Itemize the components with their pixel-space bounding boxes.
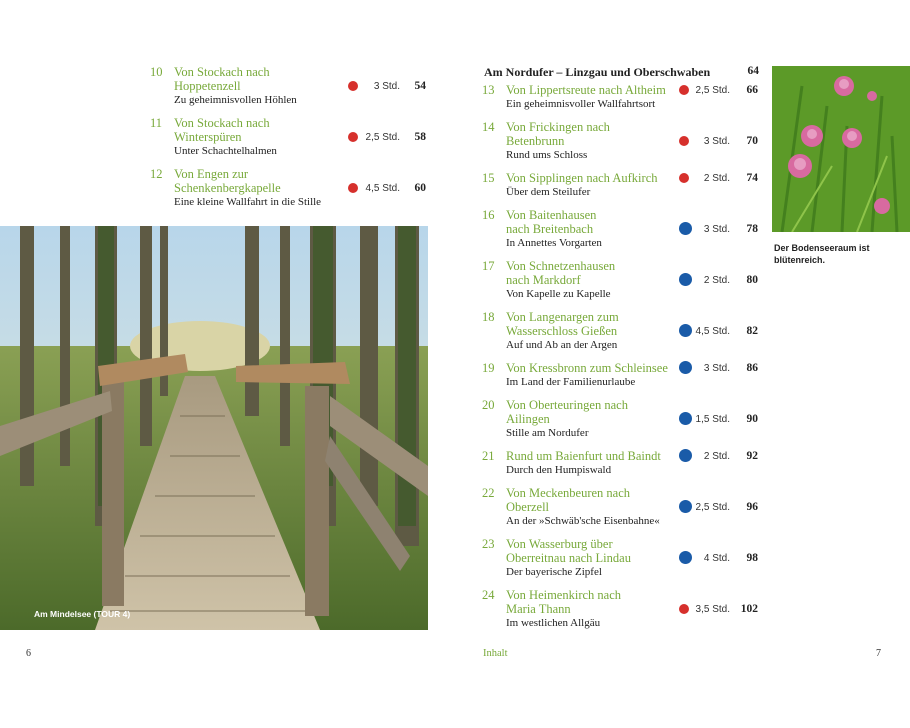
toc-entry-duration: 2 Std. [703, 451, 730, 462]
toc-entry-title [506, 83, 666, 97]
toc-entry-title-line-2: nach Breitenbach [506, 222, 594, 236]
toc-entry-number: 14 [482, 120, 495, 134]
toc-entry-page: 80 [746, 274, 758, 286]
toc-entry-subtitle: Ein geheimnisvoller Wallfahrtsort [506, 98, 656, 110]
toc-entry [482, 449, 760, 479]
toc-entry-title-line-1: Von Baitenhausen [506, 208, 597, 222]
toc-entry-subtitle: Unter Schachtelhalmen [174, 145, 277, 157]
toc-entry [482, 310, 760, 354]
toc-entry-number: 20 [482, 398, 495, 412]
toc-entry-duration: 2,5 Std. [695, 85, 730, 96]
toc-entry-subtitle: Über dem Steilufer [506, 186, 591, 198]
bridge-photo-caption: Am Mindelsee (TOUR 4) [34, 609, 131, 619]
toc-entry-title-line-1: Von Meckenbeuren nach [506, 486, 631, 500]
toc-entry-duration: 3 Std. [703, 363, 730, 374]
toc-entry [150, 167, 428, 211]
toc-entry-title-line-1: Von Heimenkirch nach [506, 588, 622, 602]
toc-entry-title [506, 449, 661, 463]
toc-entry-subtitle: In Annettes Vorgarten [506, 237, 602, 249]
toc-entry-title-line-2: Betenbrunn [506, 134, 565, 148]
toc-entry [150, 65, 428, 109]
toc-entry-title-line-2: Winterspüren [174, 130, 242, 144]
toc-entry-title-line-2: Hoppetenzell [174, 79, 241, 93]
section-page: 64 [747, 65, 759, 77]
toc-entry-title [506, 537, 631, 565]
toc-entry-title [174, 167, 281, 195]
toc-entry-title [506, 171, 658, 185]
toc-entry-page: 66 [746, 84, 758, 96]
toc-entry-title [506, 310, 619, 338]
toc-entry-duration: 4 Std. [703, 553, 730, 564]
toc-entry-title-line-2: nach Markdorf [506, 273, 581, 287]
toc-entry-page: 70 [746, 135, 758, 147]
folio-right: 7 [876, 648, 881, 659]
toc-entry-title [506, 588, 621, 616]
flower-photo-caption [774, 242, 870, 266]
toc-entry-title-line-1: Von Langenargen zum [506, 310, 619, 324]
folio-center: Inhalt [483, 648, 508, 659]
toc-entry-number: 22 [482, 486, 495, 500]
toc-entry [482, 588, 760, 632]
toc-entry-duration: 2,5 Std. [695, 502, 730, 513]
toc-entry-title [174, 116, 270, 144]
toc-entry-page: 74 [746, 172, 758, 184]
toc-entry-page: 96 [746, 501, 758, 513]
toc-entry-duration: 1,5 Std. [695, 414, 730, 425]
toc-entry-duration: 4,5 Std. [695, 326, 730, 337]
toc-entry-title-line-1: Von Wasserburg über [506, 537, 613, 551]
toc-entry-number: 11 [150, 116, 163, 130]
toc-entry-page: 102 [740, 603, 758, 615]
toc-entry-page: 90 [746, 413, 758, 425]
section-heading [484, 65, 759, 81]
toc-entry-number: 17 [482, 259, 495, 273]
folio-left: 6 [26, 648, 31, 659]
toc-entry-title-line-2: Ailingen [506, 412, 550, 426]
toc-entry-title-line-2: Wasserschloss Gießen [506, 324, 618, 338]
toc-entry-title [174, 65, 270, 93]
toc-entry-title [506, 120, 610, 148]
toc-entry [482, 537, 760, 581]
toc-entry [482, 259, 760, 303]
toc-entry [482, 208, 760, 252]
toc-entry-number: 24 [482, 588, 495, 602]
flower-caption-line-1: Der Bodenseeraum ist [774, 243, 870, 253]
toc-entry-number: 13 [482, 83, 495, 97]
toc-entry-duration: 2 Std. [703, 275, 730, 286]
toc-entry-duration: 3 Std. [703, 136, 730, 147]
toc-entry-number: 18 [482, 310, 495, 324]
toc-entry [482, 486, 760, 530]
toc-entry-subtitle: Der bayerische Zipfel [506, 566, 602, 578]
toc-entry-subtitle: An der »Schwäb'sche Eisenbahne« [506, 515, 660, 527]
toc-entry-number: 16 [482, 208, 495, 222]
toc-entry-title-line-1: Von Schnetzenhausen [506, 259, 616, 273]
flower-caption-line-2: blütenreich. [774, 255, 826, 265]
toc-entry-title-line-2: Schenkenbergkapelle [174, 181, 281, 195]
toc-entry-page: 98 [746, 552, 758, 564]
toc-entry [482, 120, 760, 164]
toc-entry-page: 78 [746, 223, 758, 235]
toc-entry-duration: 2 Std. [703, 173, 730, 184]
toc-entry-title-line-2: Maria Thann [506, 602, 571, 616]
toc-entry-subtitle: Rund ums Schloss [506, 149, 588, 161]
toc-entry-title-line-1: Von Stockach nach [174, 116, 270, 130]
toc-entry-title [506, 361, 668, 375]
toc-entry-title [506, 486, 630, 514]
toc-entry-number: 19 [482, 361, 495, 375]
flower-photo [772, 66, 910, 232]
toc-entry-subtitle: Im westlichen Allgäu [506, 617, 601, 629]
toc-entry-title-line-1: Von Stockach nach [174, 65, 270, 79]
toc-entry-number: 10 [150, 65, 163, 79]
toc-entry-subtitle: Stille am Nordufer [506, 427, 589, 439]
toc-entry [482, 83, 760, 113]
toc-entry-duration: 2,5 Std. [365, 132, 400, 143]
toc-entry-duration: 3 Std. [373, 81, 400, 92]
toc-entry [482, 171, 760, 201]
toc-entry-page: 82 [746, 325, 758, 337]
toc-entry-title [506, 259, 615, 287]
toc-entry-number: 21 [482, 449, 495, 463]
toc-entry-title-line-1: Von Sipplingen nach Aufkirch [506, 171, 658, 185]
toc-entry-subtitle: Zu geheimnisvollen Höhlen [174, 94, 297, 106]
toc-entry [482, 398, 760, 442]
toc-entry-subtitle: Im Land der Familienurlaube [506, 376, 636, 388]
toc-entry-title-line-1: Von Engen zur [174, 167, 249, 181]
toc-entry-title-line-1: Von Lippertsreute nach Altheim [506, 83, 666, 97]
toc-entry [150, 116, 428, 160]
bridge-photo [0, 226, 428, 630]
bridge-photo-image [0, 226, 428, 630]
toc-entry-number: 15 [482, 171, 495, 185]
toc-entry-subtitle: Durch den Humpiswald [506, 464, 612, 476]
toc-entry-page: 60 [414, 182, 426, 194]
toc-entry-title-line-1: Von Oberteuringen nach [506, 398, 628, 412]
toc-entry-page: 58 [414, 131, 426, 143]
toc-entry-subtitle: Eine kleine Wallfahrt in die Stille [174, 196, 322, 208]
toc-entry-title-line-1: Rund um Baienfurt und Baindt [506, 449, 661, 463]
toc-entry [482, 361, 760, 391]
toc-entry-page: 92 [746, 450, 758, 462]
toc-entry-page: 54 [414, 80, 426, 92]
toc-entry-title [506, 398, 628, 426]
toc-entry-duration: 4,5 Std. [365, 183, 400, 194]
toc-entry-duration: 3,5 Std. [695, 604, 730, 615]
toc-entry-title-line-2: Oberreitnau nach Lindau [506, 551, 631, 565]
toc-entry-subtitle: Von Kapelle zu Kapelle [506, 288, 611, 300]
toc-entry-duration: 3 Std. [703, 224, 730, 235]
toc-entry-title [506, 208, 596, 236]
toc-entry-number: 23 [482, 537, 495, 551]
toc-entry-number: 12 [150, 167, 163, 181]
toc-entry-title-line-1: Von Kressbronn zum Schleinsee [506, 361, 668, 375]
toc-entry-title-line-2: Oberzell [506, 500, 550, 514]
toc-entry-subtitle: Auf und Ab an der Argen [506, 339, 618, 351]
toc-entry-page: 86 [746, 362, 758, 374]
flower-photo-image [772, 66, 910, 232]
toc-entry-title-line-1: Von Frickingen nach [506, 120, 610, 134]
section-title: Am Nordufer – Linzgau und Oberschwaben [484, 65, 711, 79]
